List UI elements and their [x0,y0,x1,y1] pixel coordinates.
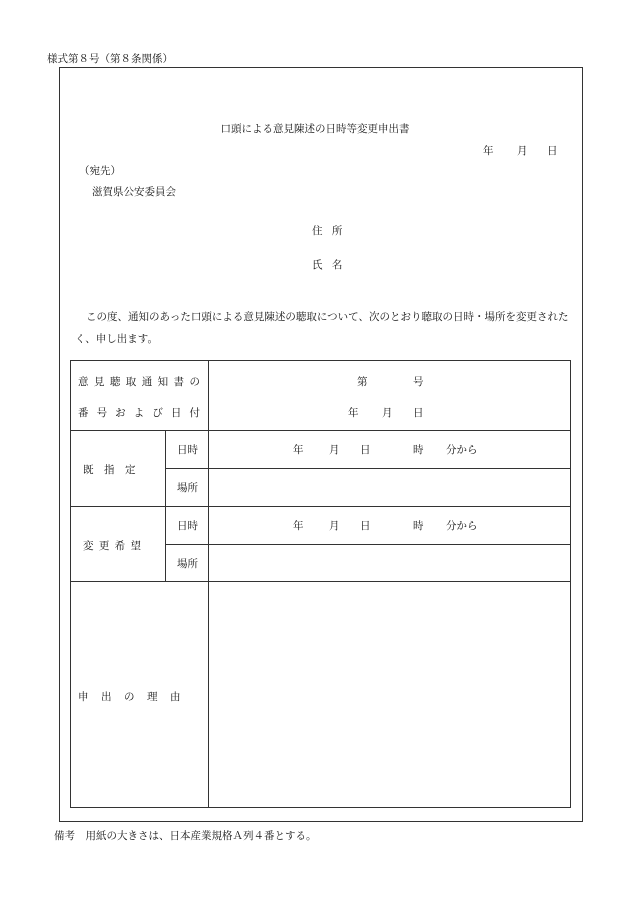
document-title: 口頭による意見陳述の日時等変更申出書 [220,123,410,135]
desired-minute-from: 分から [446,520,478,532]
notice-label-line2: 番 号 お よ び 日 付 [78,407,200,419]
existing-datetime-label: 日時 [177,444,198,456]
existing-designation-label: 既 指 定 [83,464,136,476]
notice-label-line1: 意 見 聴 取 通 知 書 の [78,376,200,388]
column-divider [165,430,166,581]
desired-datetime-label: 日時 [177,520,198,532]
notice-go-label: 号 [413,376,424,388]
existing-minute-from: 分から [446,444,478,456]
existing-month: 月 [329,444,340,456]
notice-dai-label: 第 [357,376,368,388]
desired-month: 月 [329,520,340,532]
desired-year: 年 [293,520,304,532]
row-divider [71,430,570,431]
notice-month-label: 月 [382,407,393,419]
row-divider [165,544,570,545]
existing-hour: 時 [413,444,424,456]
desired-change-label: 変 更 希 望 [83,540,142,552]
desired-place-label: 場所 [177,558,198,570]
date-day-label: 日 [547,145,558,157]
request-table [70,360,571,808]
footer-note: 備考 用紙の大きさは、日本産業規格Ａ列４番とする。 [54,830,317,842]
addressee-prefix: （宛先） [79,165,121,177]
address-label: 住 所 [312,225,343,237]
desired-hour: 時 [413,520,424,532]
reason-label: 申 出 の 理 由 [78,691,182,703]
desired-day: 日 [360,520,371,532]
existing-year: 年 [293,444,304,456]
addressee-name: 滋賀県公安委員会 [92,186,176,198]
existing-day: 日 [360,444,371,456]
row-divider [71,506,570,507]
body-text: この度、通知のあった口頭による意見陳述の聴取について、次のとおり聴取の日時・場所を変更されたく、申し出ます。 [75,311,569,345]
name-label: 氏 名 [312,259,343,271]
column-divider [208,361,209,807]
notice-year-label: 年 [348,407,359,419]
date-month-label: 月 [517,145,528,157]
date-year-label: 年 [483,145,494,157]
existing-place-label: 場所 [177,482,198,494]
form-number: 様式第８号（第８条関係） [47,53,173,65]
notice-day-label: 日 [413,407,424,419]
row-divider [71,581,570,582]
row-divider [165,468,570,469]
